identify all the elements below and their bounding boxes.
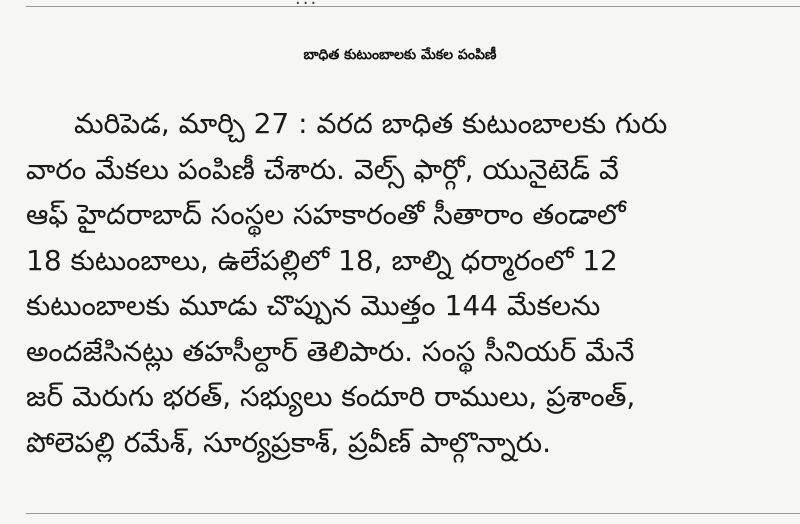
top-divider <box>26 0 800 7</box>
article-line: అందజేసినట్లు తహసీల్దార్ తెలిపారు. సంస్థ సీనియర్ మేనే <box>26 334 635 368</box>
article-body <box>26 101 786 465</box>
bottom-divider <box>26 513 800 514</box>
article-line: వారం మేకలు పంపిణీ చేశారు. వెల్స్ ఫార్గో, యునైటెడ్ వే <box>26 152 619 186</box>
cropped-previous-text <box>295 0 318 9</box>
article-line: 18 కుటుంబాలు, ఉలేపల్లిలో 18, బాల్ని ధర్మారంలో 12 <box>26 243 618 277</box>
article-line: మరిపెడ, మార్చి 27 : వరద బాధిత కుటుంబాలకు గురు <box>74 107 668 140</box>
article-line: కుటుంబాలకు మూడు చొప్పున మొత్తం 144 మేకలను <box>26 289 601 322</box>
article-line: పోలెపల్లి రమేశ్, సూర్యప్రకాశ్, ప్రవీణ్ పాల్గొన్నారు. <box>26 425 551 459</box>
article-line: ఆఫ్ హైదరాబాద్ సంస్థల సహకారంతో సీతారాం తండాలో <box>26 198 626 231</box>
article-line: జర్ మెరుగు భరత్, సభ్యులు కందూరి రాములు, ప్రశాంత్, <box>26 380 636 413</box>
headline: బాధిత కుటుంబాలకు మేకల పంపిణీ <box>303 47 497 63</box>
